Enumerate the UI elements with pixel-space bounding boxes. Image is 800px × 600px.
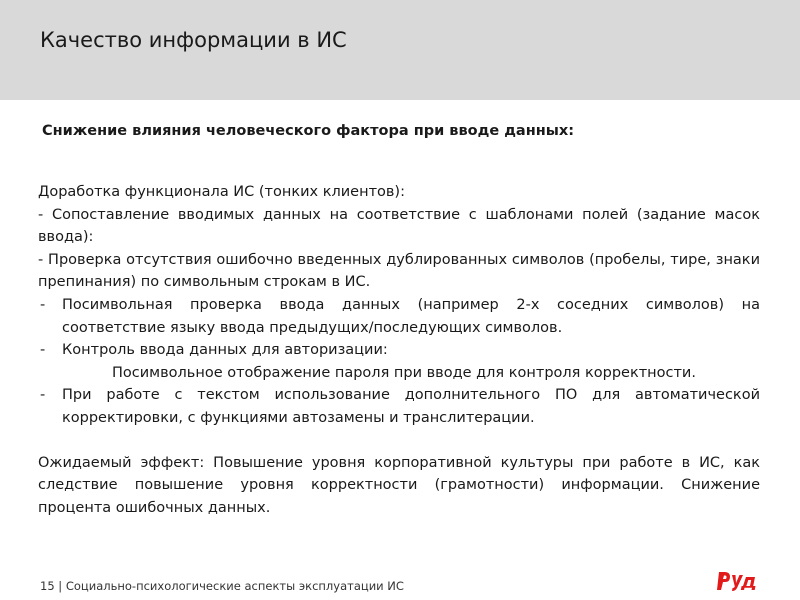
section-heading: Снижение влияния человеческого фактора при вводе данных: xyxy=(42,123,574,139)
list-item xyxy=(38,384,760,429)
footer-text: Социально-психологические аспекты эксплуатации ИС xyxy=(65,579,404,593)
paragraph-password: Посимвольное отображение пароля при вводе для контроля корректности. xyxy=(112,364,696,381)
intro-line: Доработка функционала ИС (тонких клиентов): xyxy=(38,184,405,200)
header-bar xyxy=(0,0,800,100)
bullet-marker: - xyxy=(40,387,46,404)
list-item-text: Контроль ввода данных для авторизации: xyxy=(62,342,388,359)
spacer xyxy=(38,430,760,452)
bullet-marker: - xyxy=(40,342,46,359)
list-item xyxy=(38,339,760,362)
paragraph-masks: - Сопоставление вводимых данных на соответствие с шаблонами полей (задание масок ввода): xyxy=(38,206,760,246)
list-item xyxy=(38,294,760,339)
page-number: 15 xyxy=(40,579,55,593)
bullet-marker: - xyxy=(40,296,46,313)
body-text xyxy=(38,181,760,519)
footer-separator: | xyxy=(58,579,63,593)
slide-title: Качество информации в ИС xyxy=(40,28,347,52)
paragraph-duplicates: - Проверка отсутствия ошибочно введенных дублированных символов (пробелы, тире, знаки препинания) по символьным строкам в ИС. xyxy=(38,251,760,291)
rzd-logo-icon xyxy=(715,566,759,594)
footer xyxy=(40,579,404,593)
paragraph-effect: Ожидаемый эффект: Повышение уровня корпоративной культуры при работе в ИС, как следствие повышение уровня корректности (грамотности) информации. Снижение процента ошибочных данных. xyxy=(38,454,760,516)
list-item-text: При работе с текстом использование дополнительного ПО для автоматической корректировки, с функциями автозамены и транслитерации. xyxy=(62,387,760,426)
list-item-text: Посимвольная проверка ввода данных (например 2-х соседних символов) на соответствие языку ввода предыдущих/последующих символов. xyxy=(62,296,760,336)
